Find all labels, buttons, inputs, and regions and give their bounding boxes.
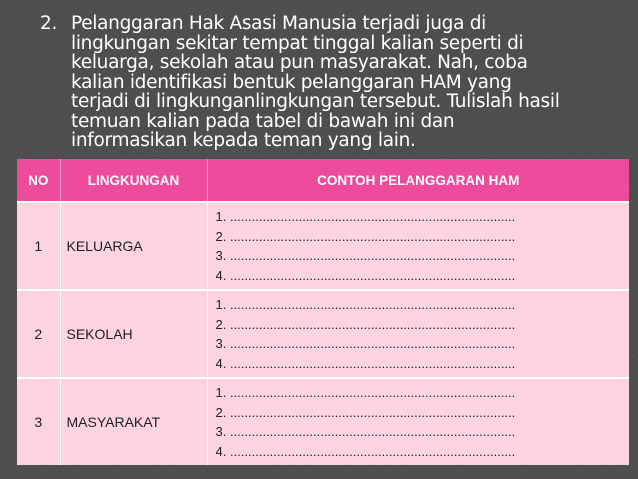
header-lingkungan: LINGKUNGAN xyxy=(60,159,207,202)
row-lingkungan: MASYARAKAT xyxy=(60,378,207,465)
example-line: 2. ............................................................................... xyxy=(215,316,516,332)
instruction-line: terjadi di lingkunganlingkungan tersebut. Tulislah hasil xyxy=(71,91,560,112)
example-line: 4. ............................................................................... xyxy=(215,267,516,283)
example-line: 3. ............................................................................... xyxy=(215,336,516,351)
table-row xyxy=(17,290,629,378)
example-line: 1. ............................................................................... xyxy=(215,297,516,312)
row-number: 2 xyxy=(17,290,60,378)
header-no: NO xyxy=(17,159,60,202)
instruction-number: 2. xyxy=(40,13,58,34)
instruction-line: informasikan kepada teman yang lain. xyxy=(71,130,416,151)
row-number: 1 xyxy=(17,202,60,290)
row-lingkungan: SEKOLAH xyxy=(60,290,207,378)
example-line: 3. ............................................................................... xyxy=(215,424,516,439)
instruction-text xyxy=(40,14,620,151)
instruction-line: keluarga, sekolah atau pun masyarakat. Nah, coba xyxy=(71,52,528,73)
instruction-line: lingkungan sekitar tempat tinggal kalian seperti di xyxy=(71,32,524,54)
instruction-line: temuan kalian pada tabel di bawah ini dan xyxy=(71,110,455,132)
row-number: 3 xyxy=(17,378,60,465)
example-line: 2. ............................................................................... xyxy=(215,228,516,244)
example-line: 4. ............................................................................... xyxy=(215,355,516,371)
table-row xyxy=(17,378,629,465)
instruction-line: kalian identifikasi bentuk pelanggaran HAM yang xyxy=(71,71,512,93)
table-row xyxy=(17,202,629,290)
violation-table xyxy=(17,159,629,465)
example-line: 4. ............................................................................... xyxy=(215,443,516,459)
example-line: 1. ............................................................................... xyxy=(215,209,516,224)
header-contoh: CONTOH PELANGGARAN HAM xyxy=(207,159,629,202)
row-examples xyxy=(207,378,629,465)
example-line: 1. ............................................................................... xyxy=(215,385,516,400)
row-lingkungan: KELUARGA xyxy=(60,202,207,290)
example-line: 2. ............................................................................... xyxy=(215,404,516,420)
example-line: 3. ............................................................................... xyxy=(215,248,516,263)
row-examples xyxy=(207,290,629,378)
row-examples xyxy=(207,202,629,290)
table-header-row xyxy=(17,159,629,202)
instruction-line: Pelanggaran Hak Asasi Manusia terjadi juga di xyxy=(71,13,487,34)
